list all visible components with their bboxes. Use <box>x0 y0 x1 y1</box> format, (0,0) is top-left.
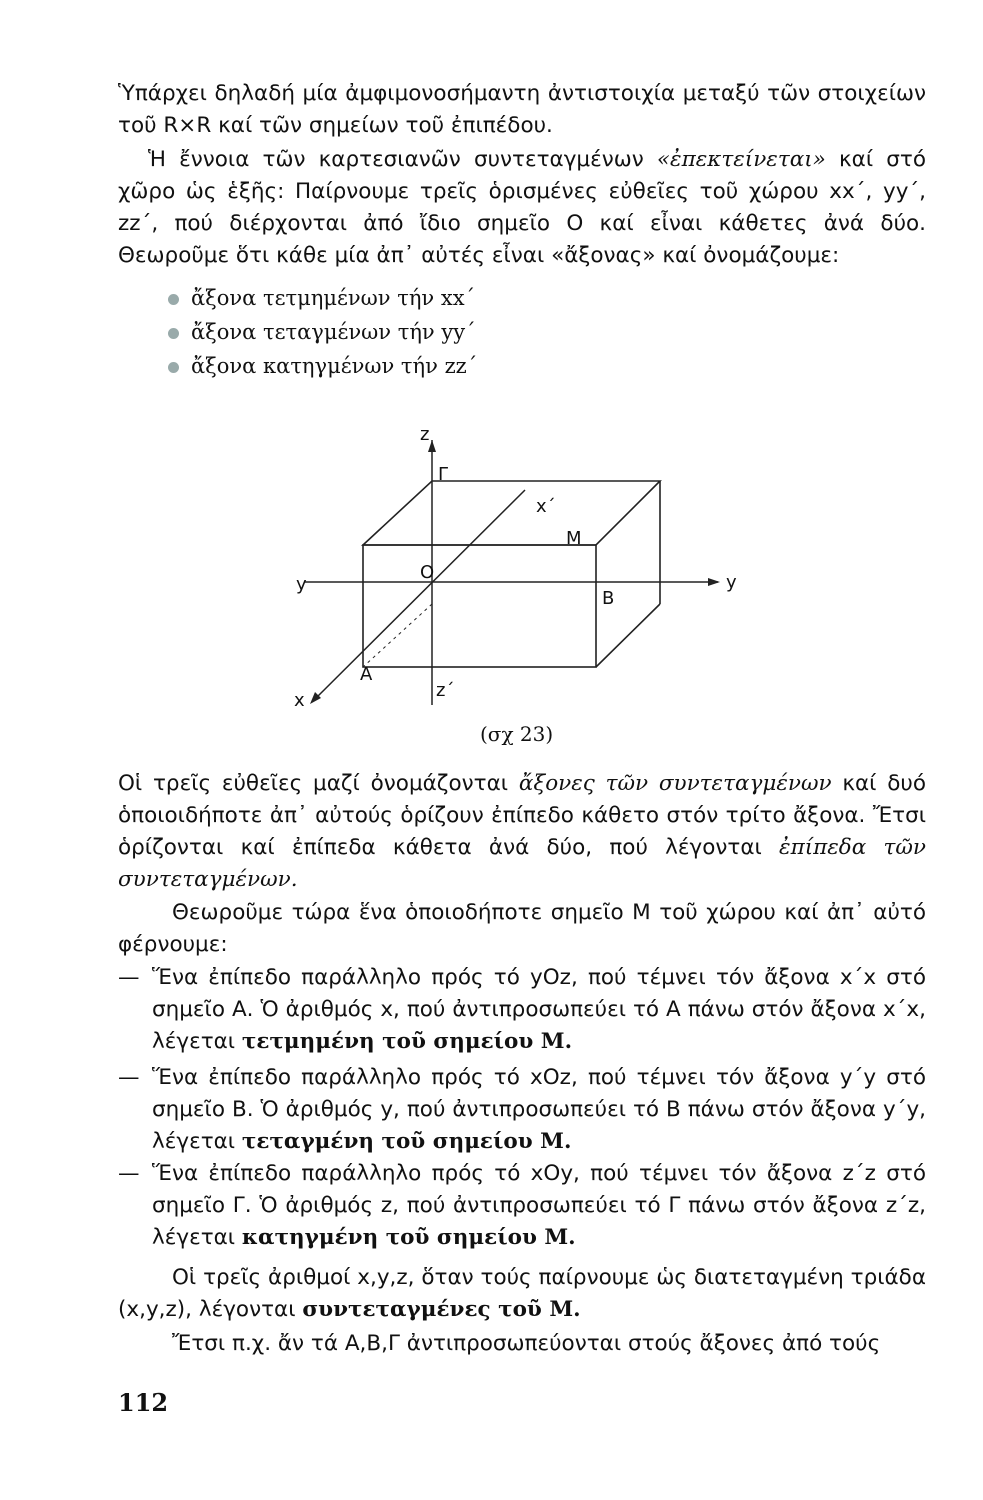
dash-item-text: Ἕνα ἐπίπεδο παράλληλο πρός τό yOz, πού τέμνει τόν ἄξονα x΄x στό σημεῖο Α. Ὁ ἀριθμός x, πού ἀντιπροσωπεύει τό Α πάνω στόν ἄξονα x΄x, λέγεται <box>152 965 926 1054</box>
paragraph-coordinates-text-c: καί στό χῶρο ὡς ἑξῆς: Παίρνουμε τρεῖς ὁρισμένες εὐθεῖες τοῦ χώρου xx΄, yy΄, zz΄, πού διέρχονται ἀπό ἴδιο σημεῖο O καί εἶναι κάθετες ἀνά δύο. Θεωροῦμε ὅτι κάθε μία ἀπ᾽ αὐτές εἶναι «ἄξονας» καί ὀνομάζουμε: <box>118 147 926 268</box>
box-hidden-edge <box>363 604 432 667</box>
paragraph-point <box>118 897 926 961</box>
paragraph-triple-term: συντεταγμένες τοῦ Μ. <box>302 1297 581 1322</box>
paragraph-coordinates-text-a: Ἡ ἔννοια τῶν καρτεσιανῶν συντεταγμένων <box>148 147 657 172</box>
axis-list-item-text: ἄξονα τετμημένων τήν xx΄ <box>191 286 476 310</box>
box-front-face <box>363 545 596 667</box>
figure-caption: (σχ 23) <box>480 722 554 746</box>
y-axis-arrow <box>708 578 720 586</box>
dash-item-term: κατηγμένη τοῦ σημείου Μ. <box>241 1225 576 1250</box>
paragraph-example <box>118 1328 926 1360</box>
dash-mark: — <box>118 1065 140 1090</box>
label-y: y <box>726 572 737 593</box>
dash-item <box>118 962 926 1058</box>
dash-item-term: τετμημένη τοῦ σημείου Μ. <box>241 1029 573 1054</box>
label-z-prime: z΄ <box>436 680 455 701</box>
label-origin: O <box>420 562 435 583</box>
x-axis-line <box>312 490 525 702</box>
paragraph-axes-term-planes: ἐπίπεδα τῶν συντεταγμένων. <box>118 835 927 892</box>
axis-list-item-text: ἄξονα τεταγμένων τήν yy΄ <box>191 320 476 344</box>
paragraph-point-text: Θεωροῦμε τώρα ἕνα ὁποιοδήποτε σημεῖο Μ τοῦ χώρου καί ἀπ᾽ αὐτό φέρνουμε: <box>118 900 926 957</box>
dash-item-term: τεταγμένη τοῦ σημείου Μ. <box>241 1129 572 1154</box>
paragraph-coordinates-emphasis: «ἐπεκτείνεται» <box>656 147 826 172</box>
dash-mark: — <box>118 1161 140 1186</box>
dash-item-text: Ἕνα ἐπίπεδο παράλληλο πρός τό xOz, πού τέμνει τόν ἄξονα y΄y στό σημεῖο Β. Ὁ ἀριθμός y, πού ἀντιπροσωπεύει τό Β πάνω στόν ἄξονα y΄y, λέγεται <box>152 1065 926 1154</box>
box-top-face <box>363 481 660 545</box>
paragraph-axes-text-c: καί δυό ὁποιοιδήποτε ἀπ᾽ αὐτούς ὁρίζουν ἐπίπεδο κάθετο στόν τρίτο ἄξονα. Ἔτσι ὁρίζονται καί ἐπίπεδα κάθετα ἀνά δύο, πού λέγονται <box>118 771 926 860</box>
label-y-prime: y <box>296 574 307 595</box>
label-point-b: B <box>602 588 615 609</box>
paragraph-axes-text-a: Οἱ τρεῖς εὐθεῖες μαζί ὀνομάζονται <box>118 771 519 796</box>
page-number: 112 <box>118 1388 169 1417</box>
dash-item-text: Ἕνα ἐπίπεδο παράλληλο πρός τό xOy, πού τέμνει τόν ἄξονα z΄z στό σημεῖο Γ. Ὁ ἀριθμός z, πού ἀντιπροσωπεύει τό Γ πάνω στόν ἄξονα z΄z, λέγεται <box>152 1161 926 1250</box>
label-point-a: A <box>360 664 373 685</box>
label-point-g: Γ <box>438 464 449 485</box>
dash-item <box>118 1158 926 1254</box>
dash-item <box>118 1062 926 1158</box>
label-x: x <box>294 690 305 711</box>
label-z: z <box>420 424 430 445</box>
axis-list-item-text: ἄξονα κατηγμένων τήν zz΄ <box>191 354 478 378</box>
paragraph-triple-text: Οἱ τρεῖς ἀριθμοί x,y,z, ὅταν τούς παίρνουμε ὡς διατεταγμένη τριάδα (x,y,z), λέγονται <box>118 1265 926 1322</box>
box-right-bottom-edge <box>596 604 660 667</box>
label-x-prime: x΄ <box>536 496 556 517</box>
paragraph-axes-term: ἄξονες τῶν συντεταγμένων <box>518 771 832 796</box>
paragraph-triple <box>118 1262 926 1326</box>
paragraph-example-text: Ἔτσι π.χ. ἄν τά Α,Β,Γ ἀντιπροσωπεύονται στούς ἄξονες ἀπό τούς <box>172 1331 881 1356</box>
dash-mark: — <box>118 965 140 990</box>
label-point-m: M <box>566 528 582 549</box>
paragraph-intro-text: Ὑπάρχει δηλαδή μία ἀμφιμονοσήμαντη ἀντιστοιχία μεταξύ τῶν στοιχείων τοῦ R×R καί τῶν σημείων τοῦ ἐπιπέδου. <box>118 81 926 138</box>
paragraph-axes <box>118 768 926 896</box>
